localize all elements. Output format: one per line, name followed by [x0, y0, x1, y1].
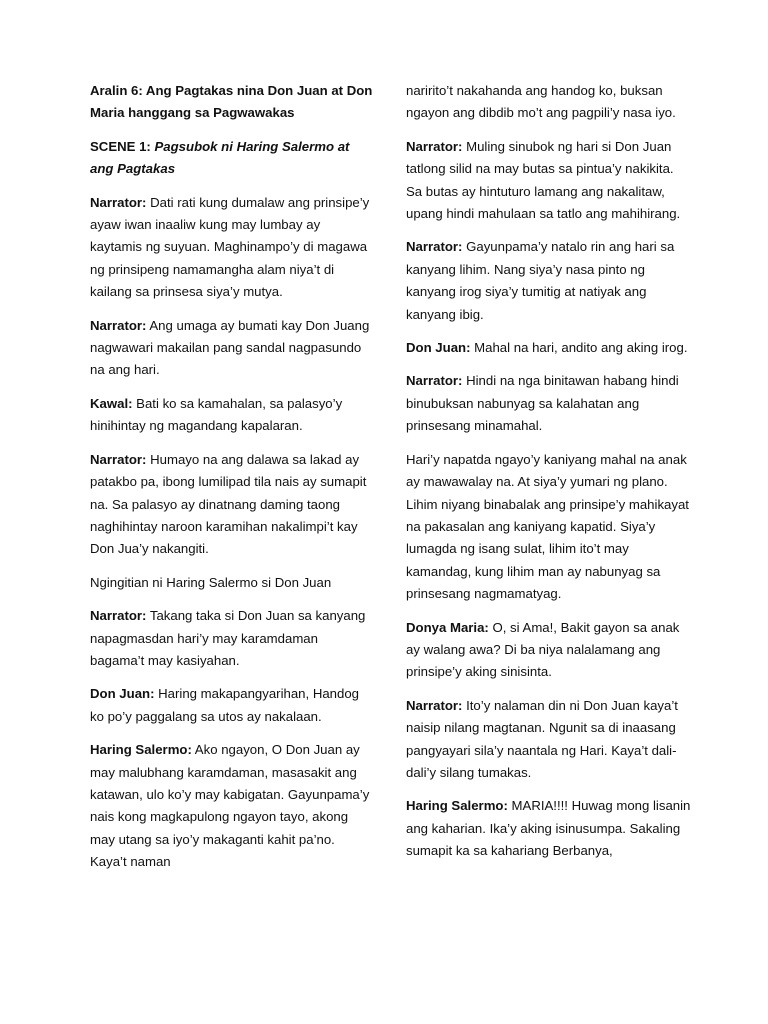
speaker-label: Narrator:	[90, 194, 147, 210]
dialogue-paragraph	[406, 136, 691, 226]
dialogue-paragraph	[90, 449, 375, 561]
dialogue-text: MARIA!!!! Huwag mong lisanin ang kaharian. Ika’y aking isinusumpa. Sakaling sumapit ka sa kahariang Berbanya,	[406, 798, 691, 859]
dialogue-paragraph	[406, 370, 691, 437]
speaker-label: Haring Salermo:	[406, 798, 508, 814]
dialogue-text: Ang umaga ay bumati kay Don Juang nagwawari makailan pang sandal nagpasundo na ang hari.	[90, 317, 370, 378]
lesson-title: Aralin 6: Ang Pagtakas nina Don Juan at Don Maria hanggang sa Pagwawakas	[90, 83, 373, 121]
dialogue-text: Hari’y napatda ngayo’y kaniyang mahal na anak ay mawawalay na. At siya’y yumari ng plano. Lihim niyang binabalak ang prinsipe’y mahikayat na pakasalan ang kaniyang kapatid. Siya’y lumagda ng isang sulat, lihim ito’t may kamandag, kung lihim man ay nabunyag sa prinsesang nagmamatyag.	[406, 451, 689, 602]
scene-title: Pagsubok ni Haring Salermo at ang Pagtakas	[90, 138, 350, 177]
dialogue-text: O, si Ama!, Bakit gayon sa anak ay walang awa? Di ba niya nalalamang ang prinsipe’y aking sinisinta.	[406, 619, 680, 680]
speaker-label: Haring Salermo:	[90, 742, 192, 758]
dialogue-paragraph	[90, 739, 375, 873]
speaker-label: Narrator:	[90, 451, 147, 467]
dialogue-text: Gayunpama’y natalo rin ang hari sa kanyang lihim. Nang siya’y nasa pinto ng kanyang irog siya’y tumitig at natiyak ang kanyang ibig.	[406, 239, 675, 322]
dialogue-text: Hindi na nga binitawan habang hindi binubuksan nabunyag sa kalahatan ang prinsesang minamahal.	[406, 373, 679, 434]
speaker-label: Narrator:	[406, 373, 463, 389]
left-column	[90, 80, 375, 885]
right-paragraphs	[406, 80, 691, 863]
speaker-label: Narrator:	[406, 239, 463, 255]
speaker-label: Narrator:	[90, 317, 147, 333]
speaker-label: Narrator:	[406, 697, 463, 713]
speaker-label: Don Juan:	[406, 340, 471, 356]
dialogue-text: Humayo na ang dalawa sa lakad ay patakbo pa, ibong lumilipad tila nais ay sumapit na. Sa palasyo ay dinatnang daming taong naghihintay naroon karamihan nakalimpi’t kay Don Jua’y nakangiti.	[90, 451, 367, 557]
right-column	[406, 80, 691, 874]
dialogue-paragraph	[90, 683, 375, 728]
dialogue-paragraph	[90, 315, 375, 382]
dialogue-text: Takang taka si Don Juan sa kanyang napagmasdan hari’y may karamdaman bagama’t may kasiyahan.	[90, 608, 366, 668]
dialogue-paragraph	[406, 795, 691, 862]
scene-heading	[90, 136, 375, 181]
dialogue-text: Haring makapangyarihan, Handog ko po’y paggalang sa utos ay nakalaan.	[90, 686, 360, 724]
dialogue-paragraph	[90, 393, 375, 438]
speaker-label: Donya Maria:	[406, 619, 489, 635]
dialogue-text: Dati rati kung dumalaw ang prinsipe’y ayaw iwan inaaliw kung may lumbay ay kaytamis ng suyuan. Maghinampo’y di magawa ng prinsipeng namamangha alam niya’t di kailang sa prinsesa siya’y mutya.	[90, 194, 370, 300]
dialogue-text: Ngingitian ni Haring Salermo si Don Juan	[90, 574, 332, 590]
dialogue-paragraph	[406, 617, 691, 684]
dialogue-paragraph	[406, 236, 691, 326]
dialogue-paragraph	[90, 572, 375, 594]
dialogue-text: Ito’y nalaman din ni Don Juan kaya’t naisip nilang magtanan. Ngunit sa di inaasang pangyayari sila’y naantala ng Hari. Kaya’t dali-dali’y silang tumakas.	[406, 697, 678, 780]
dialogue-text: Muling sinubok ng hari si Don Juan tatlong silid na may butas sa pintua’y nakikita. Sa butas ay hintuturo lamang ang nakalitaw, upang hindi mahulaan sa tatlo ang mahihirang.	[406, 138, 681, 222]
dialogue-text: Ako ngayon, O Don Juan ay may malubhang karamdaman, masasakit ang katawan, ulo ko’y may kabigatan. Gayunpama’y nais kong magkapulong ngayon tayo, akong may utang sa iyo’y makaganti kahit pa’no. Kaya’t naman	[90, 742, 370, 870]
speaker-label: Don Juan:	[90, 686, 155, 702]
scene-label: SCENE 1:	[90, 138, 155, 154]
dialogue-paragraph	[406, 80, 691, 125]
speaker-label: Kawal:	[90, 395, 133, 411]
dialogue-paragraph	[406, 695, 691, 785]
speaker-label: Narrator:	[90, 608, 147, 624]
dialogue-paragraph	[90, 192, 375, 304]
dialogue-text: Mahal na hari, andito ang aking irog.	[470, 340, 688, 356]
dialogue-paragraph	[406, 337, 691, 359]
dialogue-paragraph	[406, 449, 691, 606]
dialogue-text: Bati ko sa kamahalan, sa palasyo’y hinihintay ng magandang kapalaran.	[90, 395, 343, 434]
dialogue-paragraph	[90, 605, 375, 672]
left-paragraphs	[90, 192, 375, 874]
dialogue-text: naririto’t nakahanda ang handog ko, buksan ngayon ang dibdib mo’t ang pagpili’y nasa iyo.	[406, 83, 676, 121]
speaker-label: Narrator:	[406, 138, 463, 154]
